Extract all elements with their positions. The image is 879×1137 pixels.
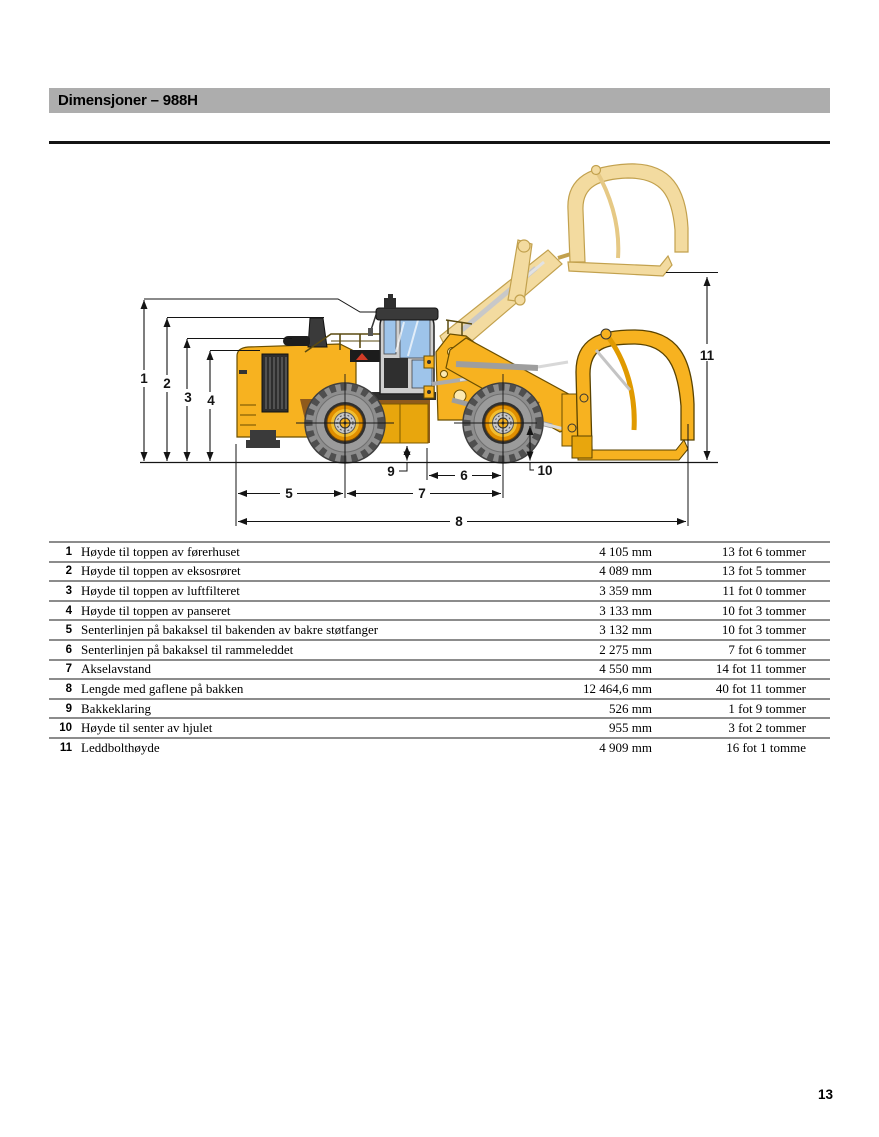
row-number: 5 — [65, 624, 72, 637]
dimension-diagram — [0, 150, 879, 535]
row-label: Høyde til toppen av panseret — [81, 602, 231, 618]
cab — [368, 294, 438, 394]
row-imperial: 1 fot 9 tommer — [728, 700, 806, 716]
row-metric: 955 mm — [609, 720, 652, 736]
row-number: 11 — [59, 741, 72, 754]
row-imperial: 10 fot 3 tommer — [721, 622, 806, 638]
table-row — [49, 698, 830, 718]
row-metric: 4 909 mm — [599, 739, 652, 755]
dimension-label-5: 5 — [285, 486, 293, 501]
dimension-label-6: 6 — [460, 468, 468, 483]
row-imperial: 11 fot 0 tommer — [722, 582, 806, 598]
row-imperial: 3 fot 2 tommer — [728, 720, 806, 736]
spec-table — [49, 541, 830, 757]
page-number: 13 — [817, 1087, 833, 1102]
table-row — [49, 737, 830, 757]
page-title: Dimensjoner – 988H — [58, 92, 198, 109]
table-row — [49, 580, 830, 600]
row-label: Senterlinjen på bakaksel til bakenden av bakre støtfanger — [81, 622, 379, 638]
row-metric: 4 105 mm — [599, 543, 652, 559]
row-imperial: 10 fot 3 tommer — [721, 602, 806, 618]
row-imperial: 13 fot 6 tommer — [721, 543, 806, 559]
row-number: 10 — [59, 722, 72, 735]
row-label: Lengde med gaflene på bakken — [81, 680, 244, 696]
row-metric: 4 089 mm — [599, 563, 652, 579]
row-number: 8 — [65, 682, 72, 695]
row-number: 3 — [65, 584, 72, 597]
row-metric: 526 mm — [609, 700, 652, 716]
row-imperial: 40 fot 11 tommer — [715, 680, 806, 696]
row-imperial: 16 fot 1 tomme — [726, 739, 806, 755]
row-label: Leddbolthøyde — [81, 739, 160, 755]
dimension-label-8: 8 — [455, 514, 463, 529]
row-metric: 4 550 mm — [599, 661, 652, 677]
row-imperial: 7 fot 6 tommer — [728, 641, 806, 657]
log-grapple — [562, 329, 694, 460]
row-label: Bakkeklaring — [81, 700, 152, 716]
header-divider — [49, 141, 830, 144]
row-label: Høyde til toppen av eksosrøret — [81, 563, 241, 579]
dimension-label-1: 1 — [140, 371, 148, 386]
row-imperial: 13 fot 5 tommer — [721, 563, 806, 579]
row-metric: 3 133 mm — [599, 602, 652, 618]
table-row — [49, 659, 830, 679]
dimension-label-7: 7 — [418, 486, 426, 501]
dimension-label-10: 10 — [537, 463, 553, 478]
table-row — [49, 561, 830, 581]
ghost-raised-attachment — [440, 164, 688, 352]
table-row — [49, 619, 830, 639]
table-row — [49, 717, 830, 737]
table-row — [49, 678, 830, 698]
dimension-label-2: 2 — [163, 376, 171, 391]
table-row — [49, 600, 830, 620]
dimension-label-3: 3 — [184, 390, 192, 405]
dimension-label-9: 9 — [387, 464, 395, 479]
row-metric: 3 132 mm — [599, 622, 652, 638]
dimension-label-11: 11 — [699, 348, 715, 363]
row-imperial: 14 fot 11 tommer — [715, 661, 806, 677]
row-label: Høyde til toppen av førerhuset — [81, 543, 240, 559]
dimension-label-4: 4 — [207, 393, 215, 408]
row-label: Akselavstand — [81, 661, 152, 677]
table-row — [49, 639, 830, 659]
row-number: 2 — [65, 565, 72, 578]
row-number: 4 — [65, 604, 72, 617]
row-number: 1 — [65, 545, 72, 558]
table-row — [49, 541, 830, 561]
row-metric: 3 359 mm — [599, 582, 652, 598]
row-number: 7 — [65, 663, 72, 676]
row-number: 6 — [65, 643, 72, 656]
row-label: Høyde til senter av hjulet — [81, 720, 213, 736]
row-metric: 2 275 mm — [599, 641, 652, 657]
row-label: Høyde til toppen av luftfilteret — [81, 582, 240, 598]
row-metric: 12 464,6 mm — [583, 680, 652, 696]
header-bar — [49, 88, 830, 113]
row-number: 9 — [65, 702, 72, 715]
row-label: Senterlinjen på bakaksel til rammeleddet — [81, 641, 294, 657]
